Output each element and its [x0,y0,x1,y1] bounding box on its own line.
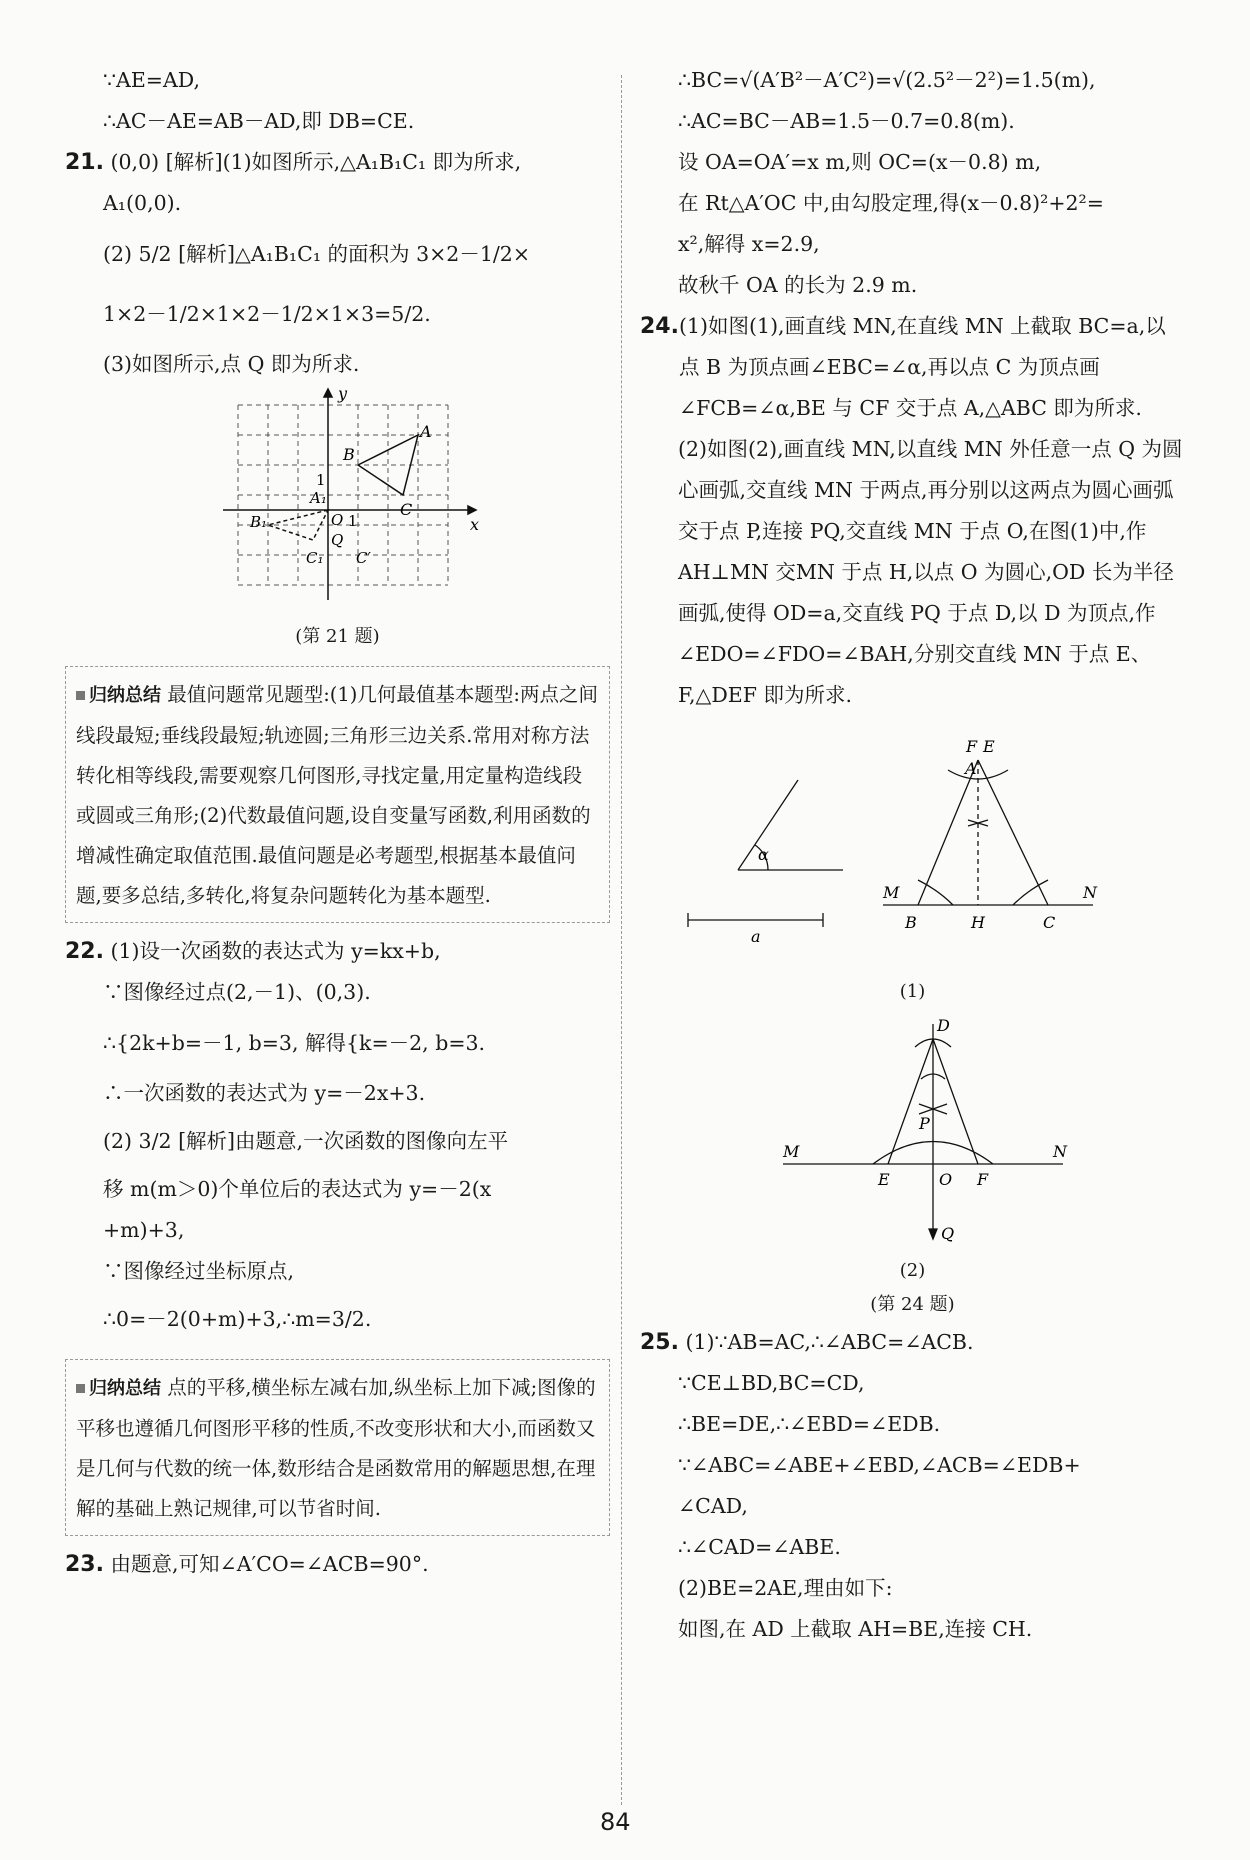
text-line: ∴一次函数的表达式为 y=－2x+3. [103,1081,426,1105]
text-line: ∵图像经过点(2,－1)、(0,3). [103,980,371,1004]
point-label: A [419,422,432,441]
point-label: M [882,883,899,902]
point-label: D [936,1016,950,1035]
figure-caption: (第 24 题) [870,1294,955,1315]
tick-label: 1 [347,512,358,530]
segment-label: a [750,927,761,946]
text-paragraph: (2)如图(2),画直线 MN,以直线 MN 外任意一点 Q 为圆心画弧,交直线 MN 于两点,再分别以这两点为圆心画弧交于点 P,连接 PQ,交直线 MN 于点 O,在图(1)中,作 AH⊥MN 交MN 于点 H,以点 O 为圆心,OD 长为半径画弧,使得 OD=a,交直线 PQ 于点 D,以 D 为顶点,作∠EDO=∠FDO=∠BAH,分别交直线 MN 于点 E、F,△DEF 即为所求. [678,437,1183,707]
construction-figure-2 [643,1009,1183,1249]
summary-box [65,1359,610,1536]
text-line: ∴AC=BC－AB=1.5－0.7=0.8(m). [678,109,1015,133]
text-line: ∵∠ABC=∠ABE+∠EBD,∠ACB=∠EDB+ [678,1453,1081,1477]
point-label: E [877,1170,890,1189]
summary-title: 归纳总结 [76,1378,161,1399]
point-label: O [330,511,343,529]
point-label: Q [330,531,343,549]
angle-label: α [757,845,769,864]
figure-caption: (2) [899,1260,926,1281]
summary-text: 点的平移,横坐标左减右加,纵坐标上加下减;图像的平移也遵循几何图形平移的性质,不改变形状和大小,而函数又是几何与代数的统一体,数形结合是函数常用的解题思想,在理解的基础上熟记规律,可以节省时间. [76,1376,596,1520]
point-label: C [1042,913,1055,932]
point-label: P [918,1114,930,1133]
text-line: (2)BE=2AE,理由如下: [678,1576,893,1600]
text-line: ∠CAD, [678,1494,748,1518]
text-line: 由题意,可知∠A′CO=∠ACB=90°. [110,1552,429,1576]
construction-figure-1 [643,730,1183,970]
point-label: C₁ [305,549,323,567]
text-line: ∴{2k+b=－1, b=3, 解得{k=－2, b=3. [103,1031,486,1055]
text-line: 在 Rt△A′OC 中,由勾股定理,得(x－0.8)²+2²= [678,191,1104,215]
point-label: B [342,445,355,464]
left-column [65,60,610,1585]
point-label: Q [940,1224,954,1243]
point-label: C′ [355,549,371,567]
figure-21 [65,385,610,620]
text-line: 如图,在 AD 上截取 AH=BE,连接 CH. [678,1617,1033,1641]
x-axis-label: x [469,515,479,534]
point-label: O [938,1170,952,1189]
text-line: 故秋千 OA 的长为 2.9 m. [678,273,918,297]
text-line: (3)如图所示,点 Q 即为所求. [103,352,360,376]
text-line: ∵CE⊥BD,BC=CD, [678,1371,865,1395]
question-number: 22. [65,939,104,964]
text-line: (0,0) [解析](1)如图所示,△A₁B₁C₁ 即为所求, [110,150,522,174]
point-label: N [1052,1142,1067,1161]
point-label: A [964,759,977,778]
point-label: F [965,737,977,756]
coordinate-grid-figure [188,385,488,615]
text-line: (2) 5/2 [解析]△A₁B₁C₁ 的面积为 3×2－1/2× [103,242,530,266]
text-line: 移 m(m＞0)个单位后的表达式为 y=－2(x [103,1177,492,1201]
text-line: ∴AC－AE=AB－AD,即 DB=CE. [103,109,415,133]
text-line: ∴0=－2(0+m)+3,∴m=3/2. [103,1307,372,1331]
point-label: A₁ [309,489,327,507]
text-line: ∴BC=√(A′B²－A′C²)=√(2.5²－2²)=1.5(m), [678,68,1096,92]
text-line: ∴∠CAD=∠ABE. [678,1535,841,1559]
point-label: E [982,737,995,756]
summary-title: 归纳总结 [76,685,161,706]
y-axis-label: y [337,385,347,403]
page-number: 84 [600,1808,631,1836]
text-paragraph: (1)如图(1),画直线 MN,在直线 MN 上截取 BC=a,以点 B 为顶点画∠EBC=∠α,再以点 C 为顶点画∠FCB=∠α,BE 与 CF 交于点 A,△ABC 即为所求. [678,314,1166,420]
right-column [640,60,1185,1650]
point-label: B [904,913,917,932]
figure-24-1 [640,730,1185,975]
point-label: H [970,913,985,932]
point-label: B₁ [249,513,267,531]
text-line: ∵图像经过坐标原点, [103,1259,295,1283]
text-line: ∵AE=AD, [103,68,201,92]
text-line: 1×2－1/2×1×2－1/2×1×3=5/2. [103,302,431,326]
tick-label: 1 [315,471,326,489]
text-line: ∴BE=DE,∴∠EBD=∠EDB. [678,1412,941,1436]
summary-box [65,666,610,923]
question-number: 21. [65,150,104,175]
text-line: (2) 3/2 [解析]由题意,一次函数的图像向左平 [103,1129,509,1153]
figure-caption: (1) [899,981,926,1002]
question-number: 25. [640,1330,679,1355]
text-line: (1)∵AB=AC,∴∠ABC=∠ACB. [685,1330,974,1354]
question-number: 24. [640,314,679,339]
point-label: F [976,1170,988,1189]
figure-24-2 [640,1009,1185,1254]
text-line: +m)+3, [103,1218,185,1242]
point-label: M [782,1142,799,1161]
summary-text: 最值问题常见题型:(1)几何最值基本题型:两点之间线段最短;垂线段最短;轨迹圆;三角形三边关系.常用对称方法转化相等线段,需要观察几何图形,寻找定量,用定量构造线段或圆或三角形;(2)代数最值问题,设自变量写函数,利用函数的增减性确定取值范围.最值问题是必考题型,根据基本最值问题,要多总结,多转化,将复杂问题转化为基本题型. [76,683,598,907]
point-label: N [1082,883,1097,902]
text-line: (1)设一次函数的表达式为 y=kx+b, [110,939,441,963]
text-line: x²,解得 x=2.9, [678,232,820,256]
figure-caption: (第 21 题) [295,626,380,647]
text-line: A₁(0,0). [103,191,182,215]
text-line: 设 OA=OA′=x m,则 OC=(x－0.8) m, [678,150,1042,174]
question-number: 23. [65,1552,104,1577]
point-label: C [399,500,412,519]
column-divider [621,75,622,1805]
